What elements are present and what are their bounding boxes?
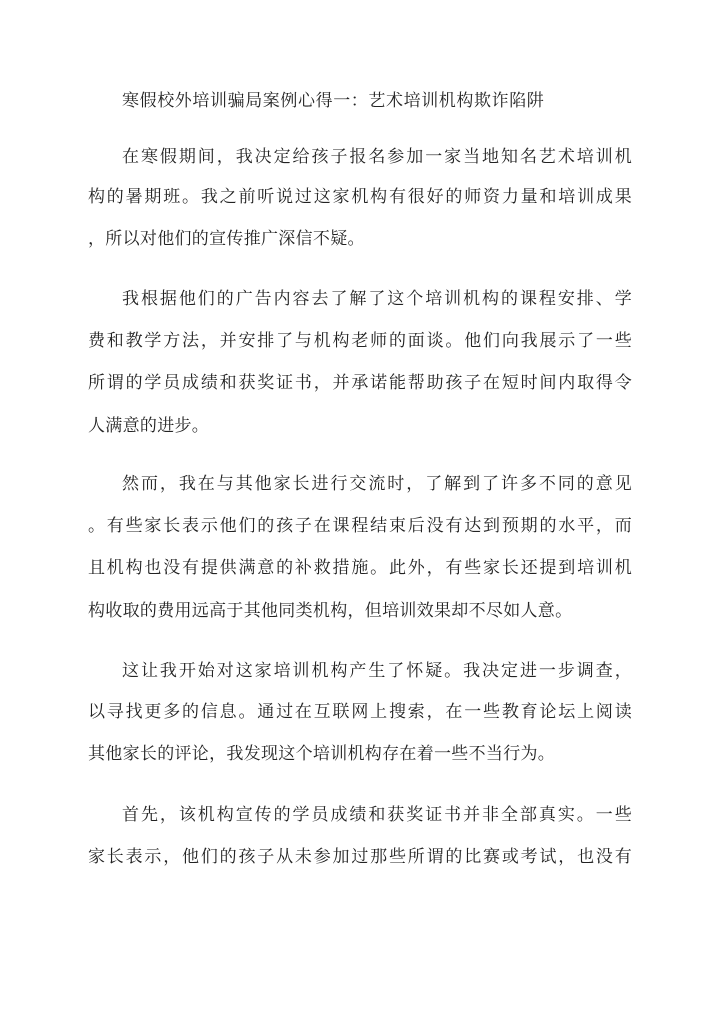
paragraph-5-line-1: 首先，该机构宣传的学员成绩和获奖证书并非全部真实。一些 xyxy=(122,805,632,825)
paragraph-4-line-3: 其他家长的评论，我发现这个培训机构存在着一些不当行为。 xyxy=(88,744,556,764)
paragraph-2-line-2: 费和教学方法，并安排了与机构老师的面谈。他们向我展示了一些 xyxy=(88,331,632,351)
paragraph-1-line-2: 构的暑期班。我之前听说过这家机构有很好的师资力量和培训成果 xyxy=(88,187,632,207)
paragraph-2-line-3: 所谓的学员成绩和获奖证书，并承诺能帮助孩子在短时间内取得令 xyxy=(88,373,632,393)
paragraph-3-line-2: 。有些家长表示他们的孩子在课程结束后没有达到预期的水平，而 xyxy=(88,516,632,536)
paragraph-4-line-2: 以寻找更多的信息。通过在互联网上搜索，在一些教育论坛上阅读 xyxy=(88,702,632,722)
paragraph-3-line-4: 构收取的费用远高于其他同类机构，但培训效果却不尽如人意。 xyxy=(88,601,573,621)
paragraph-4-line-1: 这让我开始对这家培训机构产生了怀疑。我决定进一步调查， xyxy=(122,661,632,681)
paragraph-2-line-4: 人满意的进步。 xyxy=(88,416,210,436)
document-title: 寒假校外培训骗局案例心得一：艺术培训机构欺诈陷阱 xyxy=(122,91,545,111)
paragraph-2-line-1: 我根据他们的广告内容去了解了这个培训机构的课程安排、学 xyxy=(122,289,632,309)
paragraph-3-line-1: 然而，我在与其他家长进行交流时，了解到了许多不同的意见 xyxy=(122,474,632,494)
paragraph-3-line-3: 且机构也没有提供满意的补救措施。此外，有些家长还提到培训机 xyxy=(88,558,632,578)
paragraph-5-line-2: 家长表示，他们的孩子从未参加过那些所谓的比赛或考试，也没有 xyxy=(88,847,632,867)
paragraph-1-line-1: 在寒假期间，我决定给孩子报名参加一家当地知名艺术培训机 xyxy=(122,147,632,167)
paragraph-1-line-3: ，所以对他们的宣传推广深信不疑。 xyxy=(88,229,365,249)
